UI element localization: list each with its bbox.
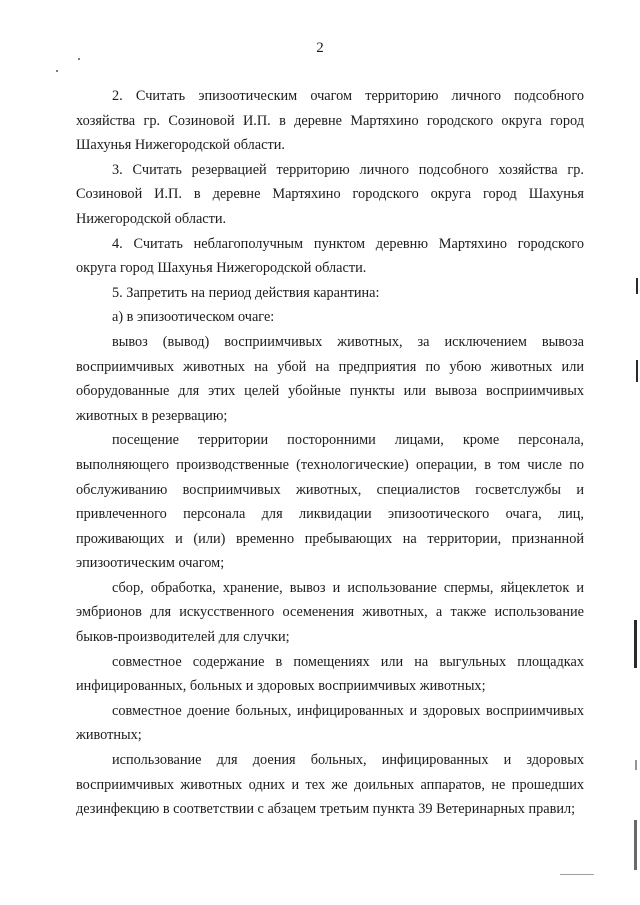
- restriction-milking-machines: использование для доения больных, инфицированных и здоровых восприимчивых животных одних и тех же доильных аппаратов, не прошедших дезинфекцию в соответствии с абзацем третьим пункта 39 Ветеринарных правил;: [76, 752, 584, 818]
- restriction-semen: сбор, обработка, хранение, вывоз и использование спермы, яйцеклеток и эмбрионов для искусственного осеменения животных, а также использование быков-производителей для случки;: [76, 579, 584, 646]
- restriction-export: вывоз (вывод) восприимчивых животных, за исключением вывоза восприимчивых животных на убой на предприятия по убою животных или оборудованные для этих целей убойные пункты или вывоза восприимчивых животных в резервацию;: [76, 333, 584, 424]
- paragraph-4: 4. Считать неблагополучным пунктом деревню Мартяхино городского округа город Шахунья Нижегородской области.: [76, 235, 584, 277]
- scan-edge-mark: [636, 278, 638, 294]
- restriction-joint-milking: совместное доение больных, инфицированных и здоровых восприимчивых животных;: [76, 702, 584, 744]
- paragraph-2: 2. Считать эпизоотическим очагом территорию личного подсобного хозяйства гр. Созиновой И.П. в деревне Мартяхино городского округа город Шахунья Нижегородской области.: [76, 88, 584, 154]
- restriction-joint-keeping: совместное содержание в помещениях или на выгульных площадках инфицированных, больных и здоровых восприимчивых животных;: [76, 653, 584, 695]
- paragraph-5: 5. Запретить на период действия карантина:: [112, 284, 380, 301]
- page-number: 2: [316, 40, 324, 56]
- scan-edge-mark: [635, 760, 637, 770]
- scan-edge-mark: [634, 820, 637, 870]
- subitem-a: а) в эпизоотическом очаге:: [112, 309, 275, 326]
- scan-edge-mark: [560, 874, 594, 875]
- scan-speck: [78, 58, 80, 60]
- scan-speck: [56, 70, 58, 72]
- document-body: [76, 84, 584, 822]
- scan-edge-mark: [636, 360, 638, 382]
- paragraph-3: 3. Считать резервацией территорию личного подсобного хозяйства гр. Созиновой И.П. в деревне Мартяхино городского округа город Шахунья Нижегородской области.: [76, 161, 584, 227]
- scan-edge-mark: [634, 620, 637, 668]
- restriction-visits: посещение территории посторонними лицами, кроме персонала, выполняющего производственные (технологические) операции, в том числе по обслуживанию восприимчивых животных, специалистов госветслужбы и привлеченного персонала для ликвидации эпизоотического очага, лиц, проживающих и (или) временно пребывающих на территории, признанной эпизоотическим очагом;: [76, 432, 584, 572]
